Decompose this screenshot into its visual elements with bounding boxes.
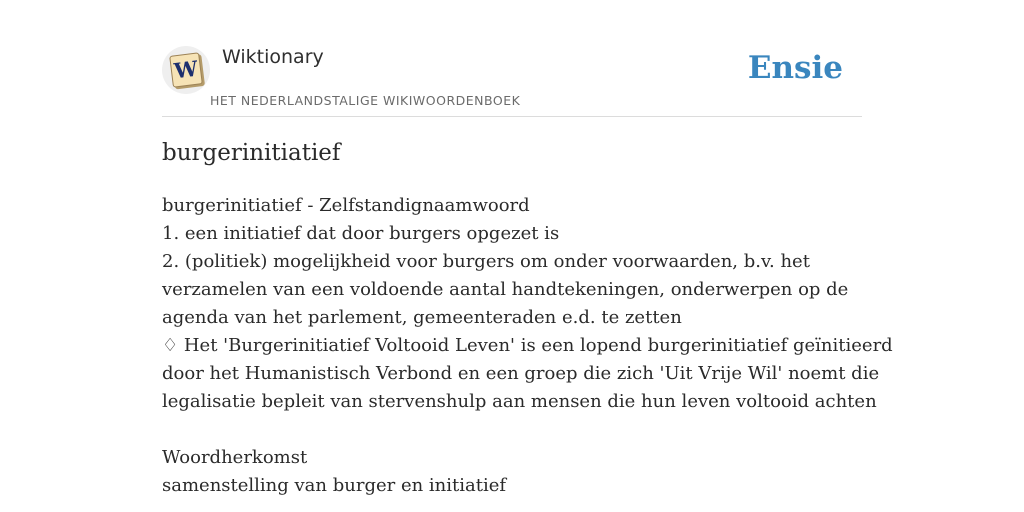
- entry-line-definition-2-cont: verzamelen van een voldoende aantal handtekeningen, onderwerpen op de: [162, 279, 849, 300]
- page-title: burgerinitiatief: [162, 140, 341, 166]
- etymology-text: samenstelling van burger en initiatief: [162, 475, 507, 496]
- site-header: [162, 0, 862, 117]
- entry-body: [162, 192, 893, 500]
- etymology-heading: Woordherkomst: [162, 447, 308, 468]
- paragraph-spacer: [162, 416, 862, 444]
- wiktionary-logo[interactable]: [162, 46, 210, 94]
- entry-line-example: ♢ Het 'Burgerinitiatief Voltooid Leven' is een lopend burgerinitiatief geïnitieerd: [162, 335, 893, 356]
- logo-letter: W: [169, 52, 203, 87]
- ensie-brand-logo[interactable]: Ensie: [747, 50, 843, 86]
- site-name[interactable]: Wiktionary: [222, 46, 324, 68]
- entry-line-definition-1: 1. een initiatief dat door burgers opgezet is: [162, 223, 560, 244]
- entry-line-definition-2-cont: agenda van het parlement, gemeenteraden e.d. te zetten: [162, 307, 682, 328]
- site-tagline: HET NEDERLANDSTALIGE WIKIWOORDENBOEK: [210, 93, 521, 108]
- entry-line-definition-2: 2. (politiek) mogelijkheid voor burgers om onder voorwaarden, b.v. het: [162, 251, 810, 272]
- entry-line-example-cont: legalisatie bepleit van stervenshulp aan mensen die hun leven voltooid achten: [162, 391, 877, 412]
- entry-line-pos: burgerinitiatief - Zelfstandignaamwoord: [162, 195, 530, 216]
- entry-line-example-cont: door het Humanistisch Verbond en een groep die zich 'Uit Vrije Wil' noemt die: [162, 363, 880, 384]
